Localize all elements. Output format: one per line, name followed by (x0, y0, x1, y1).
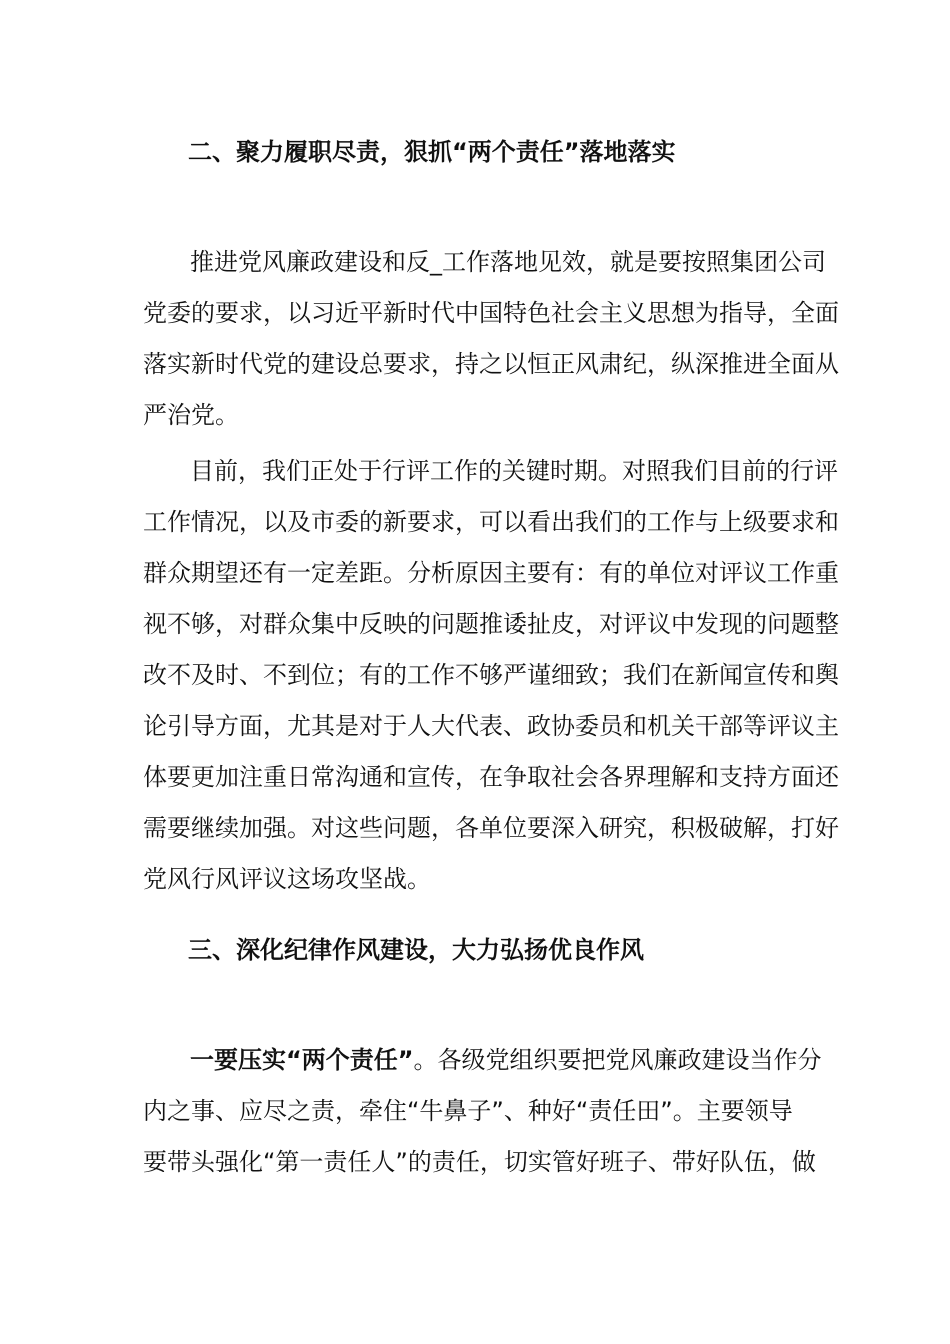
paragraph-line: 论引导方面，尤其是对于人大代表、政协委员和机关干部等评议主 (143, 712, 839, 740)
paragraph-line: 视不够，对群众集中反映的问题推诿扯皮，对评议中发现的问题整 (143, 610, 839, 638)
paragraph-line: 群众期望还有一定差距。分析原因主要有：有的单位对评议工作重 (143, 559, 839, 587)
paragraph-line: 严治党。 (143, 401, 239, 429)
paragraph-1 (143, 237, 839, 441)
paragraph-2 (143, 446, 839, 905)
paragraph-lead: 一要压实“两个责任” (190, 1046, 414, 1074)
paragraph-line: 工作情况，以及市委的新要求，可以看出我们的工作与上级要求和 (143, 508, 839, 536)
paragraph-line: 改不及时、不到位；有的工作不够严谨细致；我们在新闻宣传和舆 (143, 661, 839, 689)
paragraph-line: 党风行风评议这场攻坚战。 (143, 865, 431, 893)
paragraph-line: 内之事、应尽之责，牵住“牛鼻子”、种好“责任田”。主要领导 (143, 1097, 793, 1125)
section-heading-2: 二、聚力履职尽责，狠抓“两个责任”落地落实 (188, 138, 676, 166)
section-heading-3: 三、深化纪律作风建设，大力弘扬优良作风 (188, 936, 644, 964)
paragraph-line: 需要继续加强。对这些问题，各单位要深入研究，积极破解，打好 (143, 814, 839, 842)
paragraph-line (143, 1035, 822, 1086)
paragraph-line: 体要更加注重日常沟通和宣传，在争取社会各界理解和支持方面还 (143, 763, 839, 791)
paragraph-text: 。各级党组织要把党风廉政建设当作分 (413, 1046, 822, 1074)
paragraph-line: 推进党风廉政建设和反_工作落地见效，就是要按照集团公司 (190, 248, 826, 276)
paragraph-3 (143, 1035, 822, 1188)
paragraph-line: 目前，我们正处于行评工作的关键时期。对照我们目前的行评 (190, 457, 838, 485)
paragraph-line: 党委的要求，以习近平新时代中国特色社会主义思想为指导，全面 (143, 299, 839, 327)
paragraph-line: 要带头强化“第一责任人”的责任，切实管好班子、带好队伍，做 (143, 1148, 816, 1176)
paragraph-line: 落实新时代党的建设总要求，持之以恒正风肃纪，纵深推进全面从 (143, 350, 839, 378)
